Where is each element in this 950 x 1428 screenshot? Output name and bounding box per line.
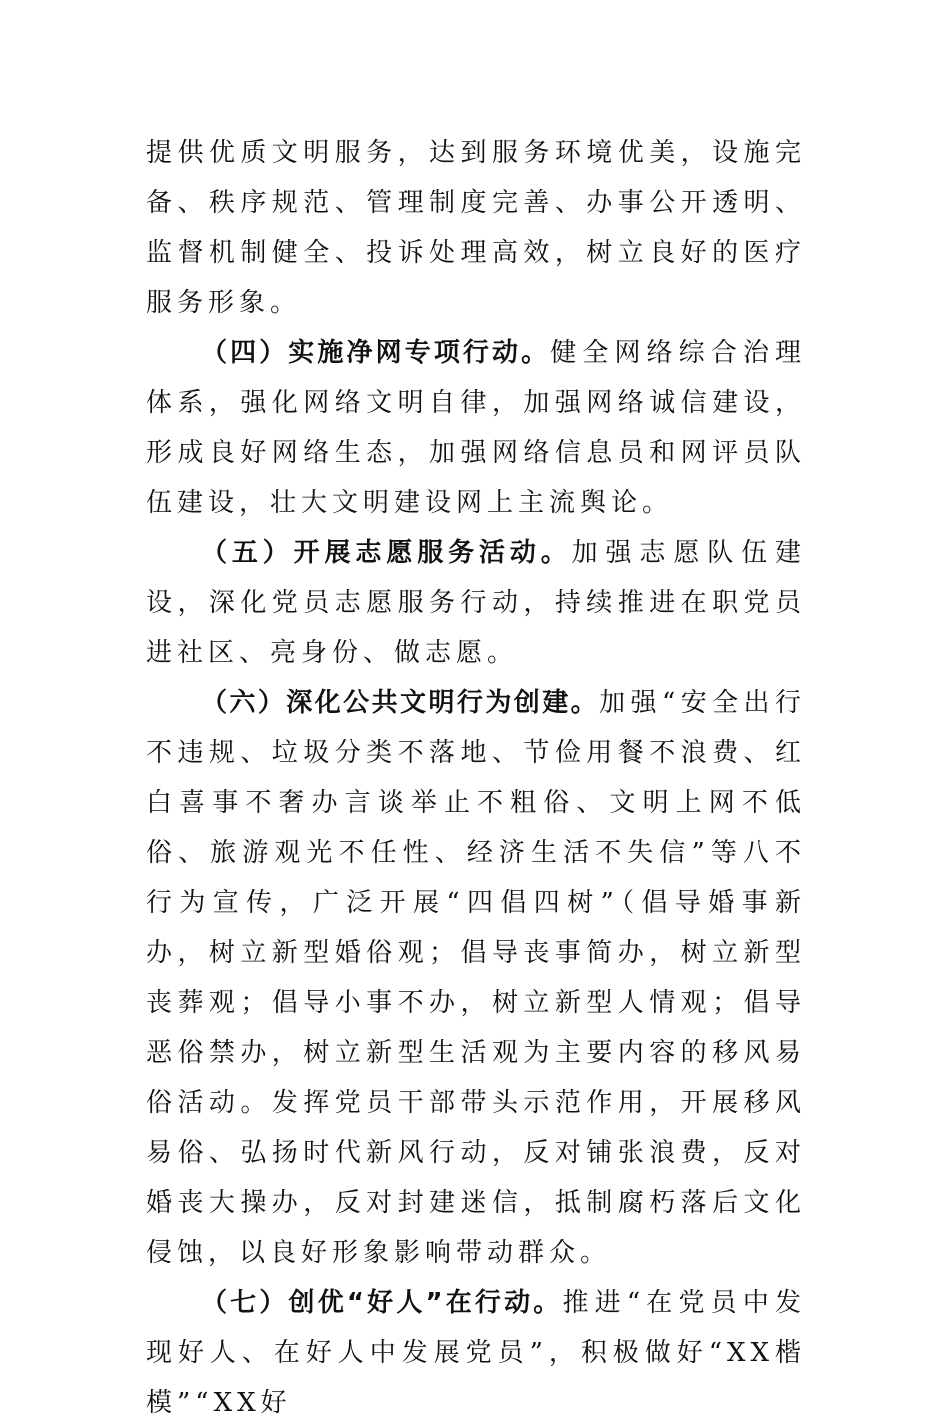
paragraph-section-4: [146, 328, 806, 528]
document-body: [146, 128, 806, 1428]
section-heading: （七）创优“好人”在行动。: [201, 1288, 563, 1318]
paragraph-text: 提供优质文明服务，达到服务环境优美，设施完备、秩序规范、管理制度完善、办事公开透明、监督机制健全、投诉处理高效，树立良好的医疗服务形象。: [146, 138, 806, 318]
section-heading: （五）开展志愿服务活动。: [201, 538, 572, 568]
section-heading: （六）深化公共文明行为创建。: [201, 688, 600, 718]
paragraph-section-7: [146, 1278, 806, 1428]
paragraph-text: 推进“在党员中发现好人、在好人中发展党员”，积极做好“XX楷模”“XX好: [146, 1288, 806, 1418]
paragraph-continuation: [146, 128, 806, 328]
paragraph-text: 健全网络综合治理体系，强化网络文明自律，加强网络诚信建设，形成良好网络生态，加强网络信息员和网评员队伍建设，壮大文明建设网上主流舆论。: [146, 338, 806, 518]
paragraph-section-6: [146, 678, 806, 1278]
paragraph-section-5: [146, 528, 806, 678]
paragraph-text: 加强志愿队伍建设，深化党员志愿服务行动，持续推进在职党员进社区、亮身份、做志愿。: [146, 538, 806, 668]
section-heading: （四）实施净网专项行动。: [201, 338, 551, 368]
paragraph-text: 加强“安全出行不违规、垃圾分类不落地、节俭用餐不浪费、红白喜事不奢办言谈举止不粗俗、文明上网不低俗、旅游观光不任性、经济生活不失信”等八不行为宣传，广泛开展“四倡四树”（倡导婚事新办，树立新型婚俗观；倡导丧事简办，树立新型丧葬观；倡导小事不办，树立新型人情观；倡导恶俗禁办，树立新型生活观为主要内容的移风易俗活动。发挥党员干部带头示范作用，开展移风易俗、弘扬时代新风行动，反对铺张浪费，反对婚丧大操办，反对封建迷信，抵制腐朽落后文化侵蚀，以良好形象影响带动群众。: [146, 688, 806, 1268]
